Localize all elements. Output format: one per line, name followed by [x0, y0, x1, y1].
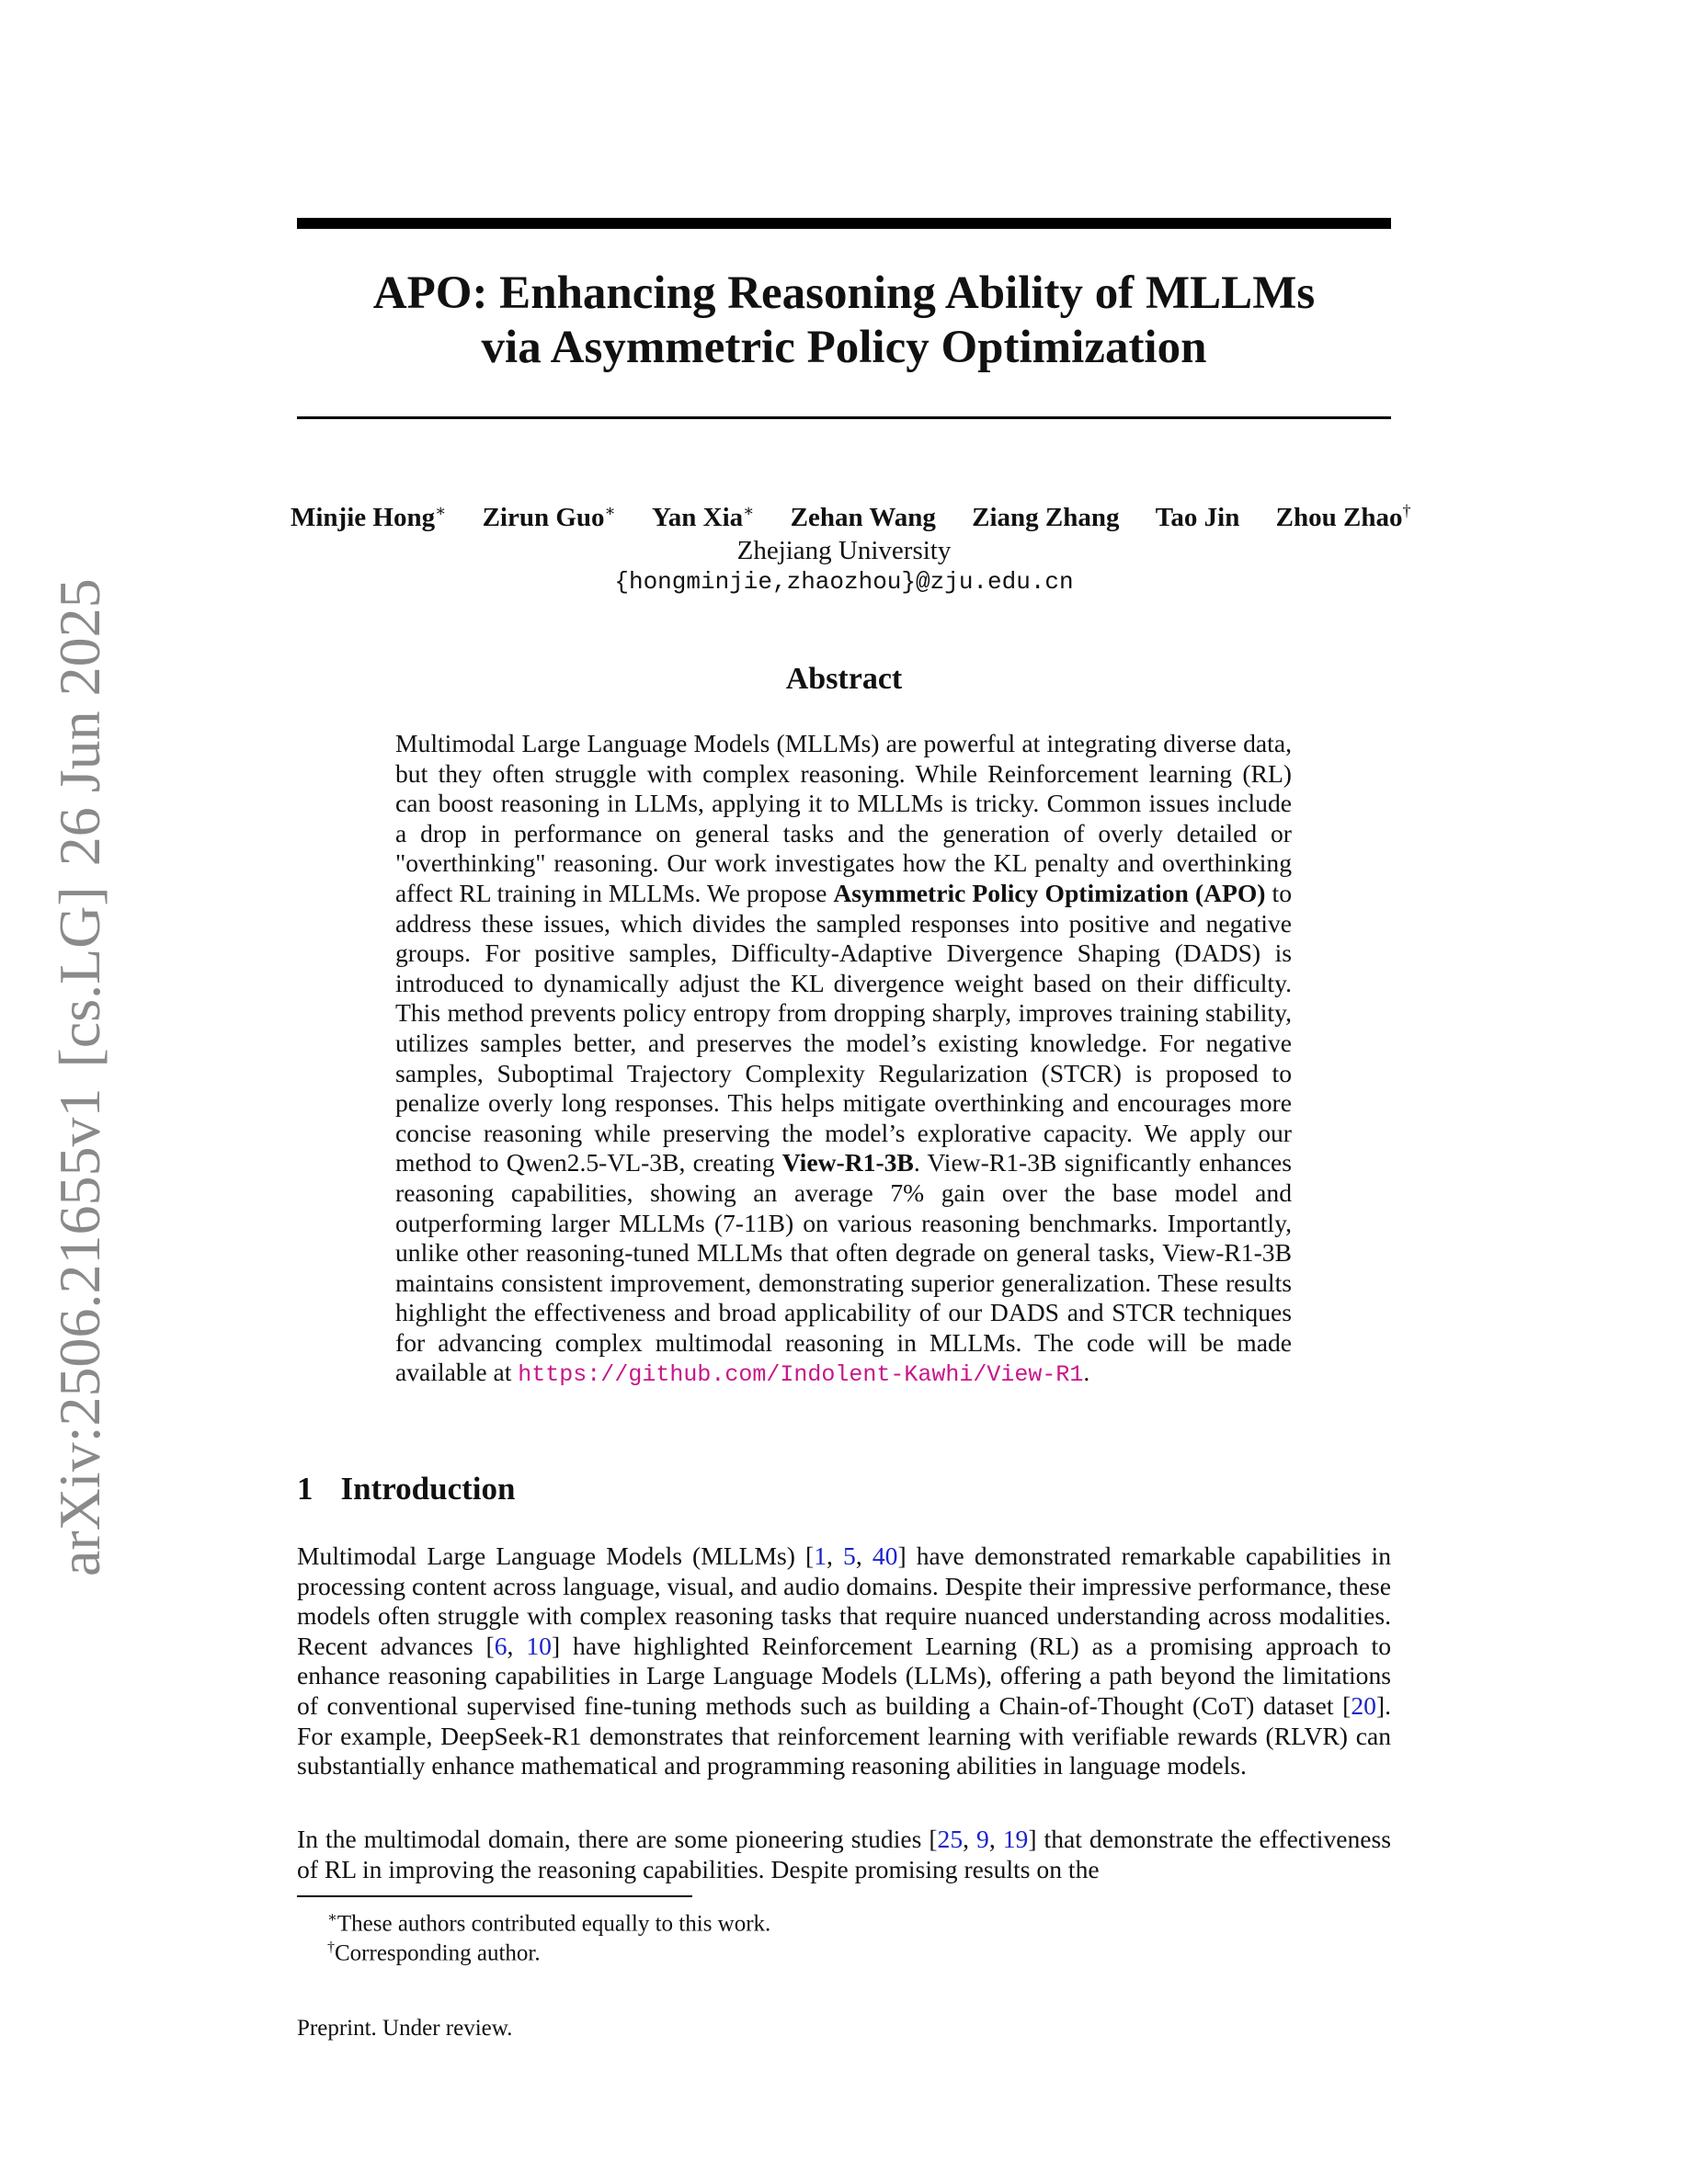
author: Zirun Guo∗: [482, 501, 616, 532]
section-number: 1: [297, 1471, 314, 1507]
citation-link[interactable]: 10: [526, 1631, 552, 1660]
abstract-text: Multimodal Large Language Models (MLLMs) are powerful at integrating diverse data, but they often struggle with complex reasoning. While Reinforcement learning (RL) can boost reasoning in LLMs, applying it to MLLMs is tricky. Common issues include a drop in performance on general tasks and the generation of overly detailed or "overthinking" reasoning. Our work investigates how the KL penalty and overthinking affect RL training in MLLMs. We propose Asymmetric Policy Optimization (APO) to address these issues, which divides the sampled responses into positive and negative groups. For positive samples, Difficulty-Adaptive Divergence Shaping (DADS) is introduced to dynamically adjust the KL divergence weight based on their difficulty. This method prevents policy entropy from dropping sharply, improves training stability, utilizes samples better, and preserves the model’s existing knowledge. For negative samples, Suboptimal Trajectory Complexity Regularization (STCR) is proposed to penalize overly long responses. This helps mitigate overthinking and encourages more concise reasoning while preserving the model’s explorative capacity. We apply our method to Qwen2.5-VL-3B, creating View-R1-3B. View-R1-3B significantly enhances reasoning capabilities, showing an average 7% gain over the base model and outperforming larger MLLMs (7-11B) on various reasoning benchmarks. Importantly, unlike other reasoning-tuned MLLMs that often degrade on general tasks, View-R1-3B maintains consistent improvement, demonstrating superior generalization. These results highlight the effectiveness and broad applicability of our DADS and STCR techniques for advancing complex multimodal reasoning in MLLMs. The code will be made available at https://github.com/Indolent-Kawhi/View-R1.: [395, 729, 1292, 1389]
title-top-rule: [297, 218, 1391, 229]
arxiv-category: [cs.LG]: [47, 886, 112, 1068]
author: Zhou Zhao†: [1275, 501, 1411, 532]
view-r1-term: View-R1-3B: [781, 1148, 914, 1177]
author-list: [276, 493, 1412, 535]
citation-link[interactable]: 25: [937, 1825, 964, 1853]
section-title: Introduction: [340, 1471, 516, 1507]
citation-link[interactable]: 20: [1351, 1690, 1376, 1720]
title-line-1: APO: Enhancing Reasoning Ability of MLLMs: [372, 267, 1316, 319]
intro-paragraph-2: In the multimodal domain, there are some pioneering studies [25, 9, 19] that demonstrate the effectiveness of RL in improving the reasoning capabilities. Despite promising results on the: [297, 1825, 1392, 1883]
arxiv-date: 26 Jun 2025: [47, 578, 112, 867]
preprint-notice: Preprint. Under review.: [297, 2016, 513, 2041]
author-email: {hongminjie,zhaozhou}@zju.edu.cn: [614, 567, 1074, 596]
citation-link[interactable]: 9: [976, 1825, 989, 1853]
arxiv-sidebar-stamp: [46, 558, 114, 1576]
citation-link[interactable]: 40: [872, 1541, 898, 1570]
footnote-corresponding-author: †Corresponding author.: [327, 1939, 541, 1966]
intro-paragraph-1: Multimodal Large Language Models (MLLMs) [1, 5, 40] have demonstrated remarkable capabilities in processing content across language, visual, and audio domains. Despite their impressive performance, these models often struggle with complex reasoning tasks that require nuanced understanding across modalities. Recent advances [6, 10] have highlighted Reinforcement Learning (RL) as a promising approach to enhance reasoning capabilities in Large Language Models (LLMs), offering a path beyond the limitations of conventional supervised fine-tuning methods such as building a Chain-of-Thought (CoT) dataset [20]. For example, DeepSeek-R1 demonstrates that reinforcement learning with verifiable rewards (RLVR) can substantially enhance mathematical and programming reasoning abilities in language models.: [297, 1541, 1392, 1780]
author: Yan Xia∗: [652, 501, 755, 532]
citation-link[interactable]: 5: [843, 1541, 856, 1570]
arxiv-id: arXiv:2506.21655v1: [47, 1087, 112, 1576]
apo-term: Asymmetric Policy Optimization (APO): [833, 878, 1266, 907]
code-link[interactable]: https://github.com/Indolent-Kawhi/View-R1: [518, 1361, 1084, 1389]
footnote-rule: [297, 1895, 692, 1897]
title-bottom-rule: [297, 416, 1391, 419]
author: Zehan Wang: [790, 502, 936, 532]
author: Ziang Zhang: [972, 502, 1120, 532]
author: Tao Jin: [1155, 502, 1240, 532]
paper-title: [297, 267, 1391, 375]
citation-link[interactable]: 19: [1002, 1825, 1029, 1853]
citation-link[interactable]: 1: [814, 1541, 827, 1570]
author-block: [276, 493, 1412, 597]
abstract-heading: Abstract: [785, 662, 903, 696]
title-line-2: via Asymmetric Policy Optimization: [481, 322, 1207, 373]
footnote-equal-contribution: ∗These authors contributed equally to this work.: [327, 1910, 771, 1937]
author: Minjie Hong∗: [291, 501, 447, 532]
section-heading-introduction: [297, 1471, 515, 1507]
citation-link[interactable]: 6: [494, 1631, 508, 1660]
affiliation: Zhejiang University: [736, 535, 952, 565]
